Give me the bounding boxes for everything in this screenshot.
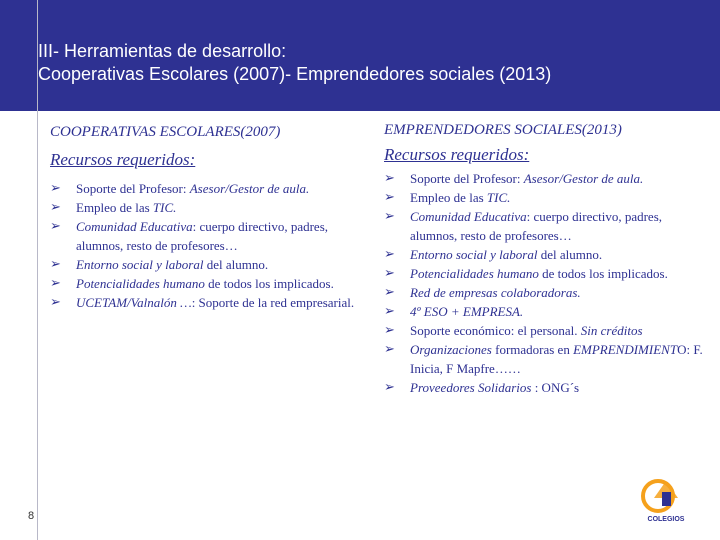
slide-title-line-1: III- Herramientas de desarrollo: xyxy=(38,41,287,61)
list-item-text: de todos los implicados. xyxy=(538,266,668,281)
list-item xyxy=(384,245,706,264)
left-resource-list xyxy=(50,179,360,312)
list-item-text: O: F. Inicia, F Mapfre…… xyxy=(410,342,703,376)
list-item-text: Comunidad Educativa xyxy=(76,219,193,234)
list-item-text: Red de empresas colaboradoras. xyxy=(410,285,581,300)
list-item xyxy=(50,198,360,217)
list-item-text: Potencialidades humano xyxy=(410,266,539,281)
list-item xyxy=(384,302,706,321)
colegios-logo xyxy=(636,478,696,524)
list-item-text: Empleo de las xyxy=(76,200,153,215)
list-item-text: Soporte del Profesor: xyxy=(76,181,190,196)
list-item-text: Soporte del Profesor: xyxy=(410,171,524,186)
bullet-arrow-icon: ➢ xyxy=(384,209,395,224)
list-item-text: Comunidad Educativa xyxy=(410,209,527,224)
list-item-text: Organizaciones xyxy=(410,342,492,357)
list-item xyxy=(384,283,706,302)
list-item xyxy=(384,264,706,283)
left-column xyxy=(50,120,360,312)
list-item-text: : cuerpo directivo, padres, alumnos, resto de profesores… xyxy=(410,209,663,243)
right-column xyxy=(384,120,706,397)
list-item-text: UCETAM/Valnalón … xyxy=(76,295,192,310)
slide-title xyxy=(38,40,551,86)
list-item-text: Proveedores Solidarios xyxy=(410,380,532,395)
bullet-arrow-icon: ➢ xyxy=(384,342,395,357)
list-item-text: del alumno. xyxy=(537,247,603,262)
list-item-text: TIC. xyxy=(152,200,177,215)
list-item-text: Soporte económico: el personal. xyxy=(410,323,581,338)
bullet-arrow-icon: ➢ xyxy=(50,257,61,272)
bullet-arrow-icon: ➢ xyxy=(384,304,395,319)
bullet-arrow-icon: ➢ xyxy=(50,276,61,291)
bullet-arrow-icon: ➢ xyxy=(384,380,395,395)
bullet-arrow-icon: ➢ xyxy=(384,171,395,186)
bullet-arrow-icon: ➢ xyxy=(50,181,61,196)
list-item xyxy=(50,217,360,255)
list-item-text: EMPRENDIMIENT xyxy=(573,342,678,357)
list-item-text: de todos los implicados. xyxy=(204,276,334,291)
list-item-text: formadoras en xyxy=(491,342,574,357)
right-column-heading: EMPRENDEDORES SOCIALES(2013) xyxy=(384,122,622,138)
bullet-arrow-icon: ➢ xyxy=(384,285,395,300)
list-item-text: : Soporte de la red empresarial. xyxy=(191,295,355,310)
list-item-text: Entorno social y laboral xyxy=(76,257,204,272)
list-item-text: : cuerpo directivo, padres, alumnos, resto de profesores… xyxy=(76,219,329,253)
list-item-text: Entorno social y laboral xyxy=(410,247,538,262)
list-item-text: Asesor/Gestor de aula. xyxy=(189,181,310,196)
bullet-arrow-icon: ➢ xyxy=(50,295,61,310)
logo-text: COLEGIOS xyxy=(647,516,685,523)
right-resource-list xyxy=(384,169,706,397)
list-item-text: Asesor/Gestor de aula. xyxy=(523,171,644,186)
list-item xyxy=(384,188,706,207)
left-column-heading: COOPERATIVAS ESCOLARES(2007) xyxy=(50,124,281,140)
list-item xyxy=(384,207,706,245)
bullet-arrow-icon: ➢ xyxy=(384,266,395,281)
bullet-arrow-icon: ➢ xyxy=(384,247,395,262)
list-item-text: Empleo de las xyxy=(410,190,487,205)
list-item-text: Potencialidades humano xyxy=(76,276,205,291)
list-item-text: del alumno. xyxy=(203,257,269,272)
logo-block xyxy=(662,492,671,506)
left-column-subheading: Recursos requeridos: xyxy=(50,150,196,169)
list-item-text: Sin créditos xyxy=(580,323,643,338)
list-item xyxy=(384,340,706,378)
page-number: 8 xyxy=(28,510,35,522)
list-item xyxy=(50,179,360,198)
bullet-arrow-icon: ➢ xyxy=(384,323,395,338)
list-item-text: : ONG´s xyxy=(531,380,580,395)
list-item-text: TIC. xyxy=(486,190,511,205)
slide-title-line-2: Cooperativas Escolares (2007)- Emprendedores sociales (2013) xyxy=(38,64,552,84)
list-item-text: 4º ESO + EMPRESA. xyxy=(410,304,524,319)
list-item xyxy=(50,255,360,274)
bullet-arrow-icon: ➢ xyxy=(50,200,61,215)
list-item xyxy=(50,274,360,293)
bullet-arrow-icon: ➢ xyxy=(384,190,395,205)
list-item xyxy=(384,378,706,397)
list-item xyxy=(384,321,706,340)
bullet-arrow-icon: ➢ xyxy=(50,219,61,234)
list-item xyxy=(50,293,360,312)
list-item xyxy=(384,169,706,188)
right-column-subheading: Recursos requeridos: xyxy=(384,145,530,164)
